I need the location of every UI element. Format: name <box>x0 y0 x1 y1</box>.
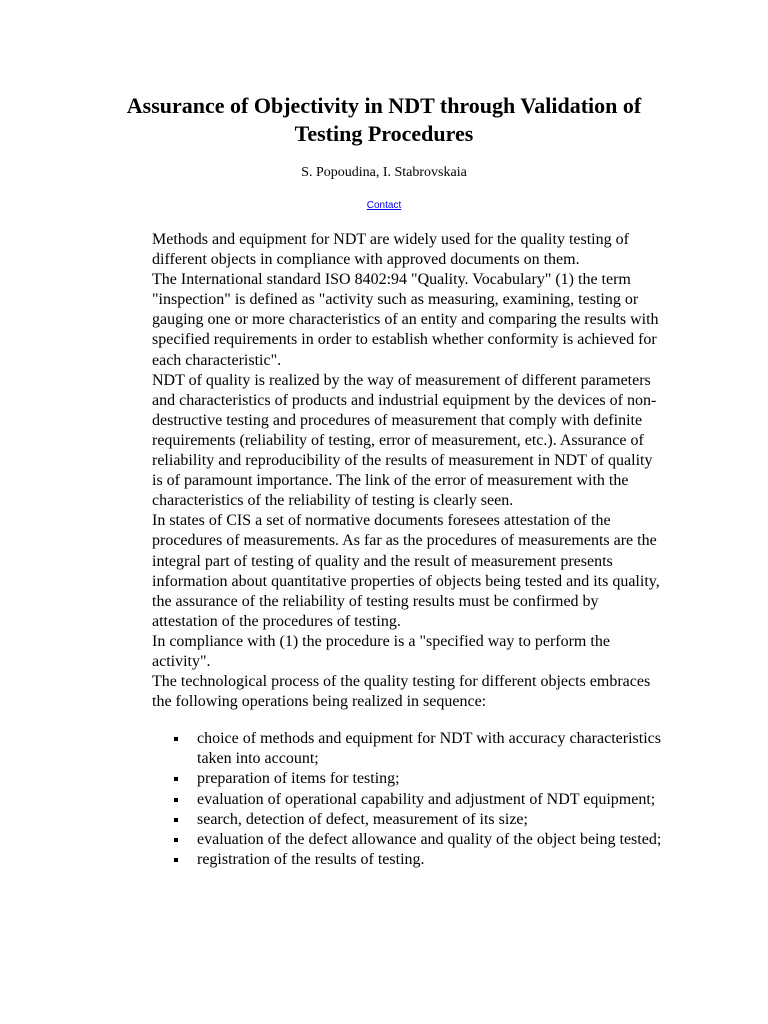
square-bullet-icon <box>174 777 178 781</box>
list-item <box>197 830 666 850</box>
square-bullet-icon <box>174 737 178 741</box>
authors: S. Popoudina, I. Stabrovskaia <box>301 165 467 180</box>
list-item <box>197 850 666 870</box>
contact-link-wrapper <box>0 200 768 212</box>
paragraph: NDT of quality is realized by the way of measurement of different parameters and characteristics of products and industrial equipment by the devices of non-destructive testing and procedures of measurement that comply with definite requirements (reliability of testing, error of measurement, etc.). Assurance of reliability and reproducibility of the results of measurement in NDT of quality is of paramount importance. The link of the error of measurement with the characteristics of the reliability of testing is clearly seen. <box>152 371 657 510</box>
square-bullet-icon <box>174 818 178 822</box>
list-item-text: registration of the results of testing. <box>197 850 425 868</box>
paragraph: The International standard ISO 8402:94 "Quality. Vocabulary" (1) the term "inspection" is defined as "activity such as measuring, examining, testing or gauging one or more characteristics of an entity and comparing the results with specified requirements in order to establish whether conformity is achieved for each characteristic". <box>152 271 659 369</box>
list-item <box>197 769 666 789</box>
article-body <box>152 230 666 870</box>
list-item-text: evaluation of operational capability and adjustment of NDT equipment; <box>197 790 656 808</box>
operations-list <box>152 729 666 870</box>
square-bullet-icon <box>174 838 178 842</box>
list-item <box>197 790 666 810</box>
square-bullet-icon <box>174 798 178 802</box>
paragraph: The technological process of the quality testing for different objects embraces the following operations being realized in sequence: <box>152 673 651 711</box>
list-item-text: evaluation of the defect allowance and quality of the object being tested; <box>197 830 662 848</box>
paragraph: Methods and equipment for NDT are widely used for the quality testing of different objects in compliance with approved documents on them. <box>152 231 629 269</box>
paragraph: In states of CIS a set of normative documents foresees attestation of the procedures of measurements. As far as the procedures of measurements are the integral part of testing of quality and the result of measurement presents information about quantitative properties of objects being tested and its quality, the assurance of the reliability of testing results must be confirmed by attestation of the procedures of testing. <box>152 512 660 630</box>
list-item-text: search, detection of defect, measurement of its size; <box>197 810 528 828</box>
list-item-text: choice of methods and equipment for NDT with accuracy characteristics taken into account; <box>197 730 661 768</box>
contact-link[interactable]: Contact <box>366 200 402 211</box>
list-item-text: preparation of items for testing; <box>197 770 400 788</box>
paragraph: In compliance with (1) the procedure is a "specified way to perform the activity". <box>152 632 610 670</box>
square-bullet-icon <box>174 858 178 862</box>
page-title: Assurance of Objectivity in NDT through Validation of Testing Procedures <box>126 93 642 146</box>
list-item <box>197 729 666 769</box>
list-item <box>197 810 666 830</box>
